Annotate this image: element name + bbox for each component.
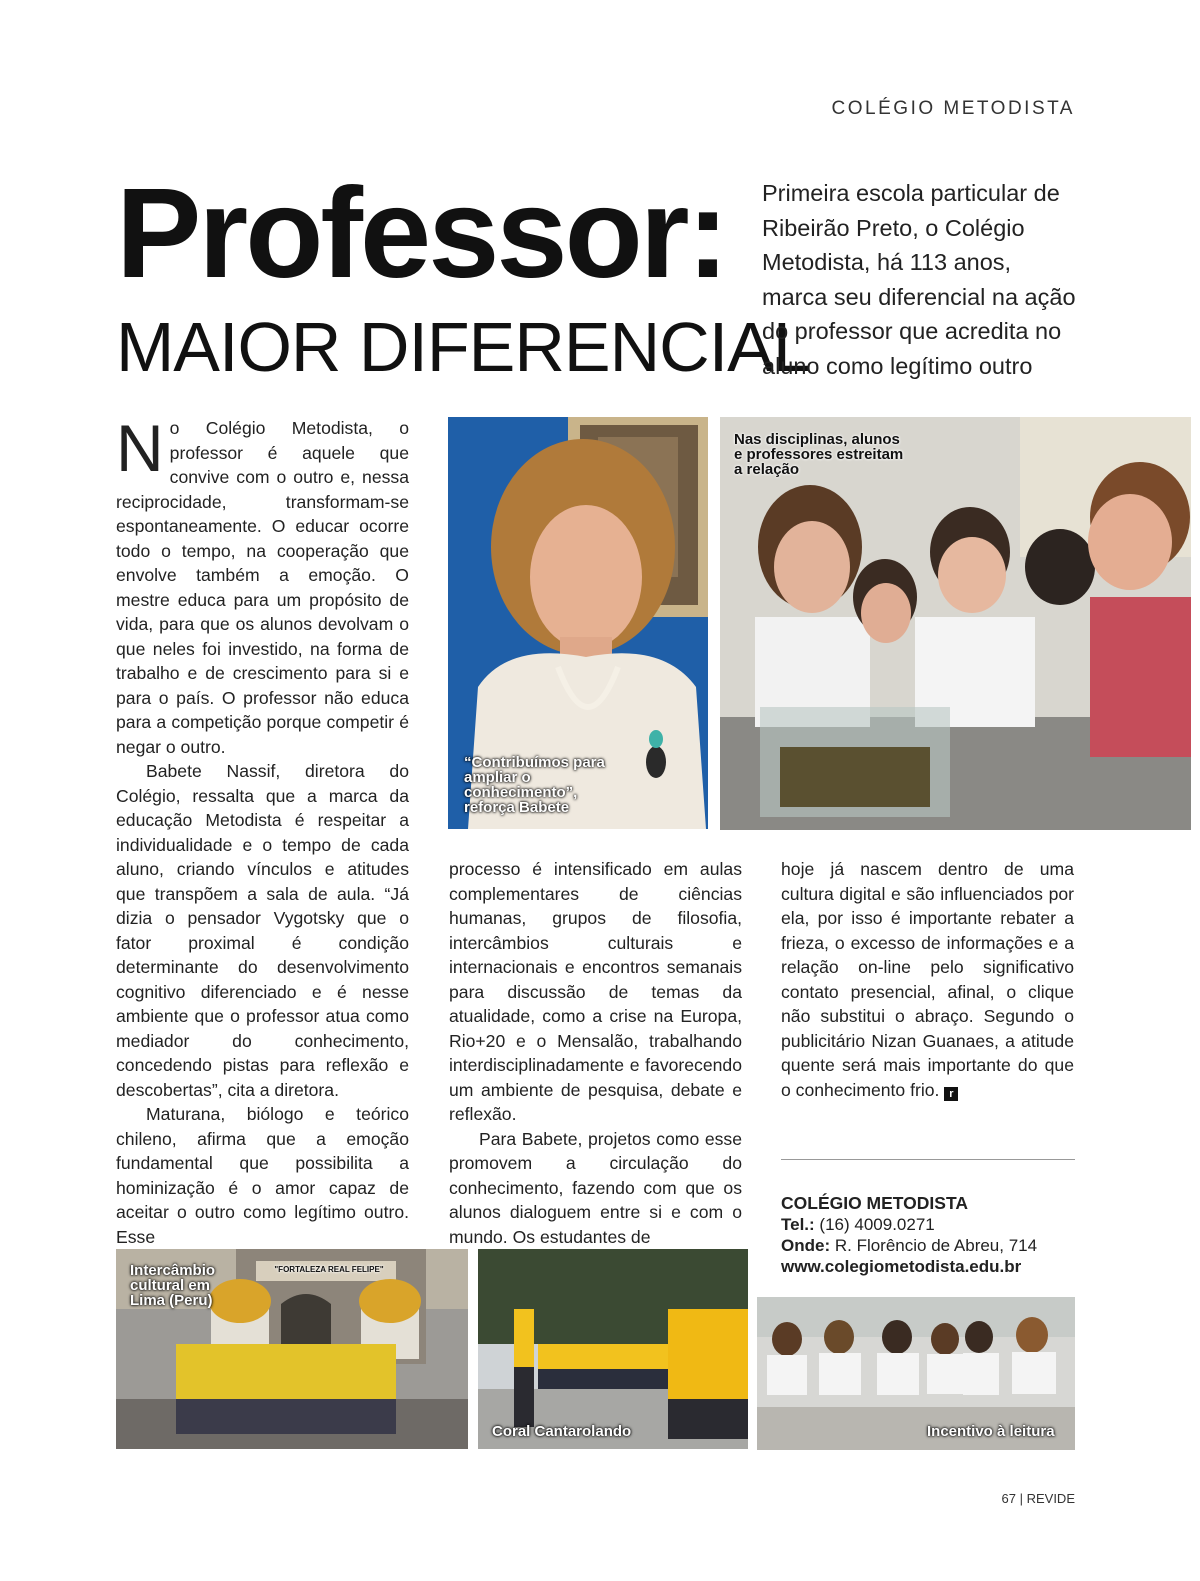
caption-lima: Intercâmbio cultural em Lima (Peru)	[130, 1262, 216, 1309]
column1-paragraph-1: o Colégio Metodista, o professor é aquele que convive com o outro e, nessa reciprocidade, transformam-se espontaneamente. O educar ocorre todo o tempo, na cooperação que envolve também a emoção. O mestre educa para um propósito de vida, para que os alunos devolvam o que neles foi investido, na forma de trabalho e de crescimento para si e para o país. O professor não educa para a competição porque competir é negar o outro.	[116, 418, 409, 757]
column1-paragraph-2: Babete Nassif, diretora do Colégio, ressalta que a marca da educação Metodista é respeitar a individualidade e o tempo de cada aluno, criando vínculos e atitudes que transpõem a sala de aula. “Já dizia o pensador Vygotsky que o fator proximal é condição determinante do desenvolvimento cognitivo diferenciado e é nesse ambiente que o professor atua como mediador do conhecimento, concedendo pistas para reflexão e descobertas”, cita a diretora.	[116, 761, 409, 1100]
caption-leitura: Incentivo à leitura	[927, 1423, 1055, 1440]
page-number: 67	[1001, 1491, 1016, 1506]
end-mark-icon: r	[944, 1087, 958, 1101]
contact-phone: (16) 4009.0271	[819, 1215, 935, 1234]
contact-phone-line	[781, 1214, 1081, 1235]
column2-paragraph-1: processo é intensificado em aulas complementares de ciências humanas, grupos de filosofia, intercâmbios culturais e internacionais e encontros semanais para discussão de temas da atualidade, como a crise na Europa, Rio+20 e o Mensalão, trabalhando interdisciplinadamente e favorecendo um ambiente de pesquisa, debate e reflexão.	[449, 859, 742, 1124]
contact-address-label: Onde:	[781, 1236, 831, 1255]
column2-paragraph-2: Para Babete, projetos como esse promovem a circulação do conhecimento, fazendo com que os alunos dialoguem entre si e com o mundo. Os estudantes de	[449, 1128, 742, 1247]
photo-lima-exchange	[116, 1249, 468, 1449]
contact-phone-label: Tel.:	[781, 1215, 815, 1234]
page-footer	[960, 1491, 1075, 1506]
contact-website-link[interactable]: www.colegiometodista.edu.br	[781, 1257, 1022, 1276]
contact-org-name: COLÉGIO METODISTA	[781, 1193, 968, 1213]
article-subtitle: MAIOR DIFERENCIAL	[116, 308, 811, 386]
column1-paragraph-3: Maturana, biólogo e teórico chileno, afirma que a emoção fundamental que possibilita a hominização é o amor capaz de aceitar o outro como legítimo outro. Esse	[116, 1104, 409, 1247]
caption-babete: “Contribuímos para ampliar o conhecimento”, reforça Babete	[464, 754, 605, 816]
article-column-3	[781, 857, 1074, 1102]
contact-address-line	[781, 1235, 1081, 1256]
article-title: Professor:	[116, 162, 727, 305]
caption-lab: Nas disciplinas, alunos e professores estreitam a relação	[734, 431, 904, 478]
fortress-sign-text: "FORTALEZA REAL FELIPE"	[274, 1265, 384, 1274]
magazine-name: REVIDE	[1026, 1491, 1075, 1506]
caption-coral: Coral Cantarolando	[492, 1423, 632, 1440]
article-lede: Primeira escola particular de Ribeirão Preto, o Colégio Metodista, há 113 anos, marca seu diferencial na ação do professor que acredita no aluno como legítimo outro	[762, 180, 1076, 379]
column3-paragraph-1: hoje já nascem dentro de uma cultura digital e são influenciados por ela, por isso é importante rebater a frieza, o excesso de informações e a relação on-line pelo significativo contato presencial, afinal, o clique não substitui o abraço. Segundo o publicitário Nizan Guanaes, a atitude quente será mais importante do que o conhecimento frio.	[781, 859, 1074, 1100]
photo-babete-portrait	[448, 417, 708, 829]
contact-address: R. Florêncio de Abreu, 714	[834, 1236, 1038, 1255]
section-label: COLÉGIO METODISTA	[831, 98, 1075, 119]
article-column-2	[449, 857, 742, 1249]
photo-coral-choir	[478, 1249, 748, 1449]
drop-cap: N	[116, 411, 164, 485]
photo-lab-students	[720, 417, 1191, 830]
article-column-1	[116, 411, 409, 1249]
contact-box	[781, 1193, 1081, 1277]
footer-separator: |	[1019, 1491, 1023, 1506]
photo-reading	[757, 1297, 1075, 1450]
contact-divider	[781, 1159, 1075, 1160]
